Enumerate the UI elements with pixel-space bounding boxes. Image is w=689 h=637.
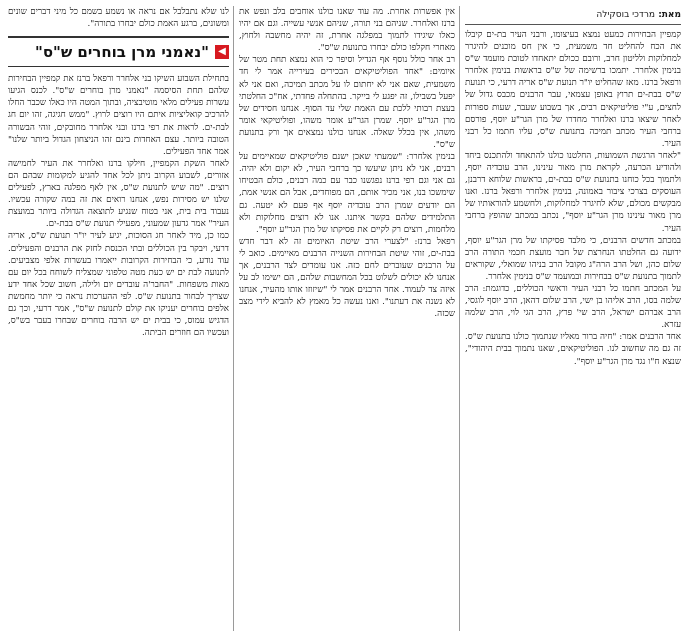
newspaper-page: [8, 6, 681, 631]
column-divider: [459, 6, 460, 631]
paragraph: אחד הרבנים אמר: "חיה ברור מאליו שנתמוך כולנו בתנועת ש"ס. זה גם מה שחשוב לנו. הפוליטיקאים, שאנו נתמוך בבית היהודי", שנצא ח"ו נגד מרן הגר"ע יוסף".: [465, 332, 681, 367]
section-headline: [8, 36, 229, 67]
paragraph: אין אפשרות אחרת. מה עוד שאנו כולנו אוחבים בלב ונפש את ברנז ואלחרר. שניהם בני תורה, שניהם אנשי עשייה. וגם אם יהיו כאלו שיגידו לתמוך במפלגה אחרת, זה יהיה מחשבה ולחוץ, מאחרי חקלפו כולם יבחרו בתנועת ש"ס".: [239, 7, 455, 54]
byline-label: מאת:: [658, 10, 681, 20]
byline: [465, 6, 681, 25]
paragraph-intro: לנו שלא נתבלבל אם נראה או נשמע בשמם כל מיני דברים שונים ומשונים, ברגע האמת כולם יבחרו בתורה".: [8, 7, 229, 30]
paragraph: לאחר השקת הקמפיין, חילקו ברנז ואלחרר את העיר לחמישה אזורים, לשבוע הקרוב ניתן לכל אחד להגיע למקומות שבהם הם רוצים. "מה שיש לתנועת ש"ס, אין לאף מפלגה בארץ, לפעילים שלנו יש מסירות נפש, אנחנו רואים את זה במה שקורה עכשיו. נעבוד בית בית, אני בטוח שנגיע לתוצאה הגדולה ביותר במועצת העיר" אמר גדעון שמעוני, מפעילי תנועת ש"ס בבת-ים.: [8, 158, 229, 230]
paragraph: רפאל ברנז: "לצערי הרב שיטת האיומים זה לא דבר חדש בבת-ים, זוהי שיטת הבחירות השנייה הרבנים מאיימים. כואב לי על הרבנים שעוברים לחם כזה. אנו עומדים לצד הרבנים, אך אנחנו לא יכולים לשלוט בכל המחשבות שלהם, הם ישימו לב על איזה צד לעמוד. אחד הרבנים אמר לי "שיזוזו אותו מהעיר, אנחנו לא נשנה את דעתנו". ואנו נעשה כל מאמץ לא להביא לידי מצב שכזה.: [239, 236, 455, 320]
paragraph: רב אחר כולל נוסף אף הגדיל וסיפר כי הוא נמצא תחת מטר של איומים: "אחד הפוליטיקאים הבכירים בעירייה אמר לי חד משמעית, שאם אני לא יחתום לו על מכתב תמיכה, ואם אני לא יפעל בשבילו, זה יפגע לי בייקר. בהתחלה פחדתי, אח"כ החלטתי בעצת רבותי ללכת עם האמת שלי עד הסוף. אנחנו חסידים של מרן הגר"ע יוסף. שמרן הגר"ע אומר משהו, ופוליטיקאי אומר משהו, אין בכלל שאלה. אנחנו כולנו נמצאים אך ורק בתנועת ש"ס".: [239, 55, 455, 151]
paragraph: במכתב חדשים הרבנים, כי מלבד פסיקתו של מרן הגר"ע יוסף, ידועה גם החלטתו הנחרצת של חבר מועצת חכמי התורה הרב שלום כהן, ושל הרב הרה"ג מקובל הרב בניהו שמואלי, שקוראים לתמוך בתנועת ש"ס בבחירות ובמועמד ש"ס בנימין אלחרר.: [465, 235, 681, 282]
paragraph: קמפיין הבחירות כמעט נמצא בעיצומו, ורבני העיר בת-ים קיבלו את הכח להחליט חד משמעית, כי אין חס מוכנים להיגרר למחלוקות ולליטון חרב, ורובם ככולם יתאחדו לטובת מועמד ש"ס בנימין אלחרר. יתמכו ברשימה של ש"ס בראשות בנימין אלחרר ורפאל ברנז. מאז שהחליט יו"ר תנועת ש"ס אריה דרעי, כי תנועת ש"ס בבת-ים תרוץ באופן עצמאי, עבר הרבנים מכבס גדול של לחצים, ע"י פוליטיקאים רבים, אך בשבוע שעבר, שעות ספורות לאחר שיצאו ברנז ואלחרר מחדרו של מרן הגר"ע יוסף, פורסם ברחבי העיר מכתב תמיכה בתנועת ש"ס, עליו חתמו כל רבני העיר.: [465, 30, 681, 149]
column-divider: [233, 6, 234, 631]
paragraph: "לאחר הרגשת השמועות, החלטנו כולנו להתאחד ולהתכנס ביחד ולהודיע הכרעה, לקראת מרן מאור עינינו, הרב עובדיה יוסף, ולתמוך בכל כוחנו בתנועת ש"ס בבת-ים, בראשות שלוחא דרבנן, העוסקים בצרכי ציבור באמונה, בנימין אלחרר ורפאל ברנז. ואנו מבקשים מכולם, שלא לחיגרר למחלוקות, ולחשמע להוראותיו של מרן מאור עינינו מרן הגר"ע יוסף", נכתב במכתב שהופץ ברחבי העיר.: [465, 150, 681, 234]
paragraph: בנימין אלחרר: "שמעתי שאכן ישנם פוליטיקאים שמאיימים על רבנים, אני לא ניתן שיעשו כך ברחבי העיר, לא יקום ולא יהיה. גם אני וגם רפי ברנז נפגשנו כבר עם כמה רבנים, כולם הבטיחו שימשכו בנו, אני מכיר אותם, הם מפוחדים, אבל הם אנשי אמת, הם יודעים שמרן הרב עובדיה יוסף אף פעם לא יטעה. גם התלמידים שלהם בקשר איתנו. אנו לא רוצים מחלוקות ולא מלחמות, רוצים רק לקיים את פסיקתו של מרן הגר"ע יוסף".: [239, 152, 455, 235]
arrow-icon: ◀: [215, 45, 229, 59]
column-3: [8, 6, 229, 631]
paragraph: בתחילת השבוע השיקו בני אלחרר ורפאל ברנז את קמפיין הבחירות שלהם תחת הסיסמה "נאמני מרן בוחרים ש"ס". לכנס הגיעו עשרות פעילים מלאי מוטיבציה, ובתוך המטה היו כאלו שכבר החלו להרכיב קואליציות איתם היו רוצים לרוץ. "ממש חגיגה, זהו יום חג לבת-ים. לראות את רפי ברנז ובני אלחרר מחובקים, זוהי הבשורה הטובה ביותר. עצם האחדות בינם זהו הניצחון הגדול ביותר שלנו" אמר אחד הפעילים.: [8, 74, 229, 157]
paragraph: כמו כן, מיד לאחר חג הסוכות, יגיע לעיר יו"ר תנועת ש"ס, אריה דרעי, ויבקר בין הכוללים ובתי הכנסת לחזק את הרבנים והפעילים. עוד נודע, כי הבחירות הקרובות ייאמרו בעשרות אלפי מצביעים. לתנועה לבת ים יש כעת מטה טלפוני שמצליח לשוחח בכל יום עם מאות משפחות. "החבר'ה עובדים יום ולילה, חשוב שכל אחד ידע שצריך לבחור בתנועת ש"ס. לפי ההערכות נראה כי יותר מחמשת אלפים בוחרים יעניקו את קולם לתנועת ש"ס", אמר דרעי, וכך גם הדגיש עמוס, כי בבית ים יש הרבה בוחרים שבחרו בעבר בש"ס, ועכשיו הם חוזרים הביתה.: [8, 231, 229, 339]
column-2: [239, 6, 455, 631]
column-1: [465, 6, 681, 631]
section-title: "נאמני מרן בוחרים ש"ס": [35, 43, 209, 62]
byline-author: מרדכי בוסקילה: [596, 10, 656, 20]
paragraph: על המכתב חתמו כל רבני העיר וראשי הכוללים, כדוגמת: הרב שלמה בסו, הרב אליהו בן ישי, הרב שלום דהאן, הרב יוסף לוגסי, הרב אברהם ישראל, הרב שי' פרץ, הרב הגי לוי, הרב שלמה עזרא.: [465, 283, 681, 331]
